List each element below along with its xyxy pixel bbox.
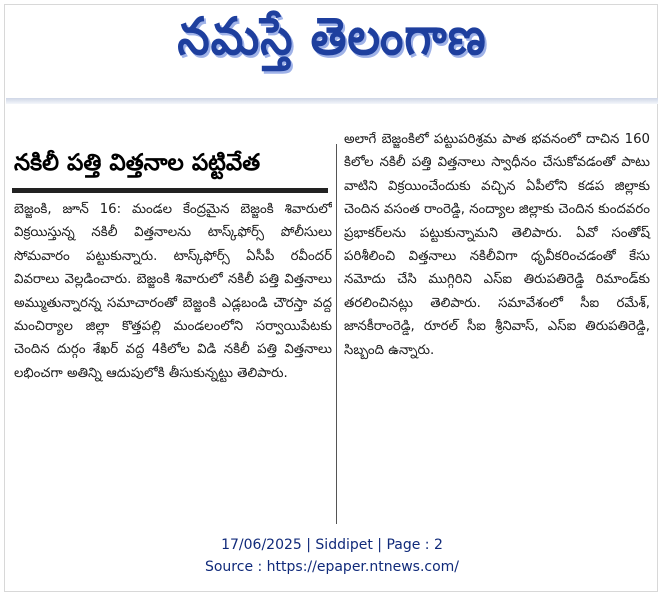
article-body-right: అలాగే బెజ్జంకిలో పట్టుపరిశ్రమ పాత భవనంలో దాచిన 160 కిలోల నకిలీ పత్తి విత్తనాలు స్వాధీనం చేసుకోవడంతో పాటు వాటిని విక్రయించేందుకు వచ్చిన ఏపీలోని కడప జిల్లాకు చెందిన వసంత రాంరెడ్డి, నంద్యాల జిల్లాకు చెందిన కుందవరం ప్రభాకర్‌లను పట్టుకున్నామని తెలిపారు. ఏవో సంతోష్ పరిశీలించి విత్తనాలు నకిలీవిగా ధృవీకరించడంతో కేసు నమోదు చేసి ముగ్గిరిని ఎస్ఐ తిరుపతిరెడ్డి రిమాండ్‌కు తరలించినట్లు తెలిపారు. సమావేశంలో సీఐ రమేశ్, జానకీరాంరెడ్డి, రూరల్ సీఐ శ్రీనివాస్, ఎస్ఐ తిరుపతిరెడ్డి, సిబ్బంది ఉన్నారు.: [344, 132, 650, 358]
article-column-right: [344, 104, 654, 520]
source-footer: [0, 534, 664, 578]
article-column-left: [12, 104, 332, 520]
column-divider: [336, 144, 337, 524]
source-link[interactable]: Source : https://epaper.ntnews.com/: [204, 559, 460, 575]
date-edition-line: 17/06/2025 | Siddipet | Page : 2: [221, 537, 443, 553]
article-headline: నకిలీ పత్తి విత్తనాల పట్టివేత: [14, 150, 261, 176]
article-body-left: బెజ్జంకి, జూన్ 16: మండల కేంద్రమైన బెజ్జంకి శివారులో విక్రయిస్తున్న నకిలీ విత్తనాలను టాస్క్‌ఫోర్స్ పోలీసులు సోమవారం పట్టుకున్నారు. టాస్క్‌ఫోర్స్ ఏసీపీ రవీందర్ వివరాలు వెల్లడించారు. బెజ్జంకి శివారులో నకిలీ పత్తి విత్తనాలు అమ్ముతున్నారన్న సమాచారంతో బెజ్జంకి ఎడ్లబండి చౌరస్తా వద్ద మంచిర్యాల జిల్లా కొత్తపల్లి మండలంలోని సర్వాయిపేటకు చెందిన దుర్గం శేఖర్ వద్ద 4కిలోల విడి నకిలీ పత్తి విత్తనాలు లభించగా అతిన్ని ఆదుపులోకి తీసుకున్నట్టు తెలిపారు.: [14, 202, 332, 381]
newspaper-logo: నమస్తే తెలంగాణ: [177, 6, 487, 67]
masthead: [0, 6, 664, 76]
article-clipping: [0, 104, 664, 520]
